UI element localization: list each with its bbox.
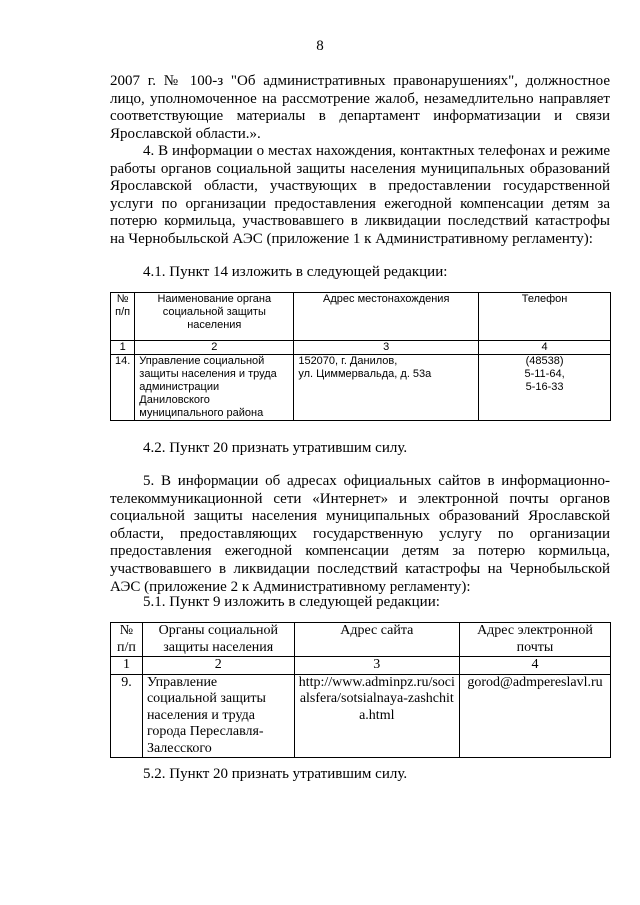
item-4-2: 4.2. Пункт 20 признать утратившим силу. [143,440,408,456]
column-number: 1 [111,657,143,675]
phone-number: 5-11-64, [524,368,565,380]
column-number: 2 [142,657,294,675]
table-header-row [111,623,611,657]
column-number: 4 [460,657,611,675]
header-cell: Телефон [479,293,611,341]
address-line: ул. Циммервальда, д. 53а [298,368,432,380]
header-cell: № п/п [111,623,143,657]
item-5-1: 5.1. Пункт 9 изложить в следующей редакции: [143,594,440,610]
column-number: 4 [479,341,611,355]
paragraph-continuation: 2007 г. № 100-з "Об административных правонарушениях", должностное лицо, уполномоченное на рассмотрение жалоб, незамедлительно направляет соответствующие материалы в департамент информатизации и связи Ярославской области.». [110,73,610,142]
item-4-1: 4.1. Пункт 14 изложить в следующей редакции: [143,264,448,280]
phone-code: (48538) [525,355,564,367]
office-phone [479,355,611,421]
office-name: Управление социальной защиты населения и труда города Переславля-Залесского [142,674,294,758]
header-cell: Органы социальной защиты населения [142,623,294,657]
row-number: 14. [111,355,135,421]
office-address [294,355,479,421]
address-line: 152070, г. Данилов, [298,355,398,367]
header-cell: № п/п [111,293,135,341]
office-name: Управление социальной защиты населения и труда администрации Даниловского муниципального района [135,355,294,421]
column-number-row [111,657,611,675]
email-address[interactable]: gorod@admpereslavl.ru [460,674,611,758]
column-number-row [111,341,611,355]
website-link[interactable]: http://www.adminpz.ru/socialsfera/sotsialnaya-zashchita.html [294,674,459,758]
phone-number: 5-16-33 [525,381,564,393]
header-cell: Наименование органа социальной защиты населения [135,293,294,341]
paragraph-4: 4. В информации о местах нахождения, контактных телефонах и режиме работы органов социальной защиты населения муниципальных образований Ярославской области, участвующих в предоставлении государственной услуги по организации предоставления ежегодной компенсации детям за потерю кормильца, участвовавшего в ликвидации последствий катастрофы на Чернобыльской АЭС (приложение 1 к Административному регламенту): [110,143,610,247]
table-header-row [111,293,611,341]
header-cell: Адрес местонахождения [294,293,479,341]
column-number: 3 [294,341,479,355]
header-cell: Адрес электронной почты [460,623,611,657]
page-number: 8 [316,38,324,54]
websites-table [110,622,611,758]
table-row [111,674,611,758]
table-row [111,355,611,421]
column-number: 2 [135,341,294,355]
column-number: 1 [111,341,135,355]
offices-table [110,292,611,421]
row-number: 9. [111,674,143,758]
header-cell: Адрес сайта [294,623,459,657]
column-number: 3 [294,657,459,675]
item-5-2: 5.2. Пункт 20 признать утратившим силу. [143,766,408,782]
paragraph-5: 5. В информации об адресах официальных сайтов в информационно-телекоммуникационной сети «Интернет» и электронной почты органов социальной защиты населения муниципальных образований Ярославской области, предоставляющих государственную услугу по организации предоставления ежегодной компенсации детям за потерю кормильца, участвовавшего в ликвидации последствий катастрофы на Чернобыльской АЭС (приложение 2 к Административному регламенту): [110,473,610,595]
